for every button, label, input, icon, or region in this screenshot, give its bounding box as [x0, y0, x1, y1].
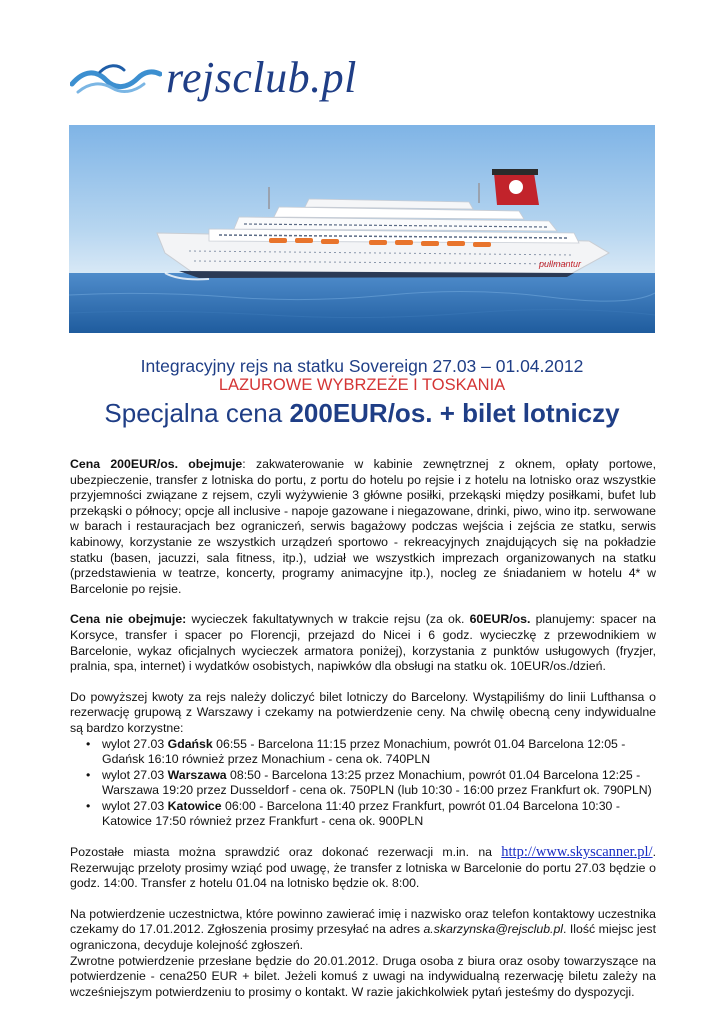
contact-email[interactable]: a.skarzynska@rejsclub.pl: [423, 922, 564, 937]
other-cities: Pozostałe miasta można sprawdzić oraz dokonać rezerwacji m.in. na http://www.skyscanner.pl/. Rezerwując przeloty prosimy wziąć pod uwagę, że transfer z lotniska w Barcelonie do portu 27.03 będzie o godz. 14:00. Transfer z hotelu 01.04 na lotnisko będzie ok. 8:00.: [70, 844, 656, 891]
list-item: • wylot 27.03 Gdańsk 06:55 - Barcelona 11:15 przez Monachium, powrót 01.04 Barcelona 12:05 - Gdańsk 16:10 również przez Monachium - cena ok. 740PLN: [102, 737, 656, 768]
ship-logo-text: pullmantur: [539, 259, 582, 269]
special-price: Specjalna cena 200EUR/os. + bilet lotniczy: [104, 398, 620, 428]
price-includes: Cena 200EUR/os. obejmuje: zakwaterowanie w kabinie zewnętrznej z oknem, opłaty portowe, ubezpieczenie, transfer z lotniska do portu, z portu do hotelu po rejsie i z hotelu na lotnisko oraz wszystkie przyjemności związane z rejsem, czyli wyżywienie 3 główne posiłki, przekąski między posiłkami, bufet lub przekąski o północy; opcje all inclusive - napoje gazowane i niegazowane, drinki, piwo, wino itp. serwowane w barach i restauracjach bez ograniczeń, serwis bagażowy podczas wejścia i zejścia ze statku, serwis kabinowy, korzystanie ze wszystkich urządzeń sportowo - rekreacyjnych znajdujących się na pokładzie statku (basen, jacuzzi, sala fitness, itp.), udział we wszystkich imprezach organizowanych na statku (przedstawienia w teatrze, koncerty, programy animacyjne itp.), nocleg ze śniadaniem w hotelu 4* w Barcelonie po rejsie.: [70, 457, 657, 596]
logo-text: rejsclub.pl: [166, 53, 357, 102]
trip-title: Integracyjny rejs na statku Sovereign 27.03 – 01.04.2012: [140, 356, 584, 376]
confirmation-info: Zwrotne potwierdzenie przesłane będzie do 20.01.2012. Druga osoba z biura oraz osoby towarzyszące na potwierdzenie - cena250 EUR + bilet. Jeżeli komuś z uwagi na indywidualną rezerwację biletu zależy na wcześniejszym potwierdzeniu to prosimy o kontakt. W razie jakichkolwiek pytań jesteśmy do dyspozycji.: [70, 953, 656, 999]
price-excludes: Cena nie obejmuje: wycieczek fakultatywnych w trakcie rejsu (za ok. 60EUR/os. planujemy: spacer na Korsyce, transfer i spacer po Florencji, przejazd do Nicei i 6 godz. wycieczkę z przewodnikiem w Barcelonie, wykaz oficjalnych wycieczek armatora poniżej), korzystania z punktów usługowych (fryzjer, pralnia, spa, internet) i wydatków osobistych, napiwków dla obsługi na statku ok. 10EUR/os./dzień.: [70, 612, 656, 674]
list-item: • wylot 27.03 Katowice 06:00 - Barcelona 11:40 przez Frankfurt, powrót 01.04 Barcelona 10:30 - Katowice 17:50 również przez Frankfurt - cena ok. 900PLN: [102, 799, 656, 830]
offer-description: [70, 457, 656, 1015]
wave-icon: [70, 58, 162, 98]
heading: [60, 356, 664, 430]
registration-info: Na potwierdzenie uczestnictwa, które powinno zawierać imię i nazwisko oraz telefon kontaktowy uczestnika czekamy do 17.01.2012. Zgłoszenia prosimy przesyłać na adres a.skarzynska@rejsclub.pl. Ilość miejsc jest ograniczona, decyduje kolejność zgłoszeń.: [70, 906, 656, 953]
flight-list: [70, 737, 656, 831]
skyscanner-link[interactable]: http://www.skyscanner.pl/: [501, 844, 653, 861]
list-item: • wylot 27.03 Warszawa 08:50 - Barcelona 13:25 przez Monachium, powrót 01.04 Barcelona 12:25 - Warszawa 19:20 przez Dusseldorf - cena ok. 750PLN (lub 10:30 - 16:00 przez Frankfurt ok. 790PLN): [102, 768, 656, 799]
cruise-ship-photo: [69, 125, 655, 333]
flights-intro: Do powyższej kwoty za rejs należy doliczyć bilet lotniczy do Barcelony. Wystąpiliśmy do linii Lufthansa o rezerwację grupową z Warszawy i czekamy na potwierdzenie ceny. Na chwilę obecną ceny indywidualne są bardzo korzystne:: [70, 689, 656, 735]
trip-destination: LAZUROWE WYBRZEŻE I TOSKANIA: [218, 376, 506, 394]
rejsclub-logo: [70, 53, 357, 102]
